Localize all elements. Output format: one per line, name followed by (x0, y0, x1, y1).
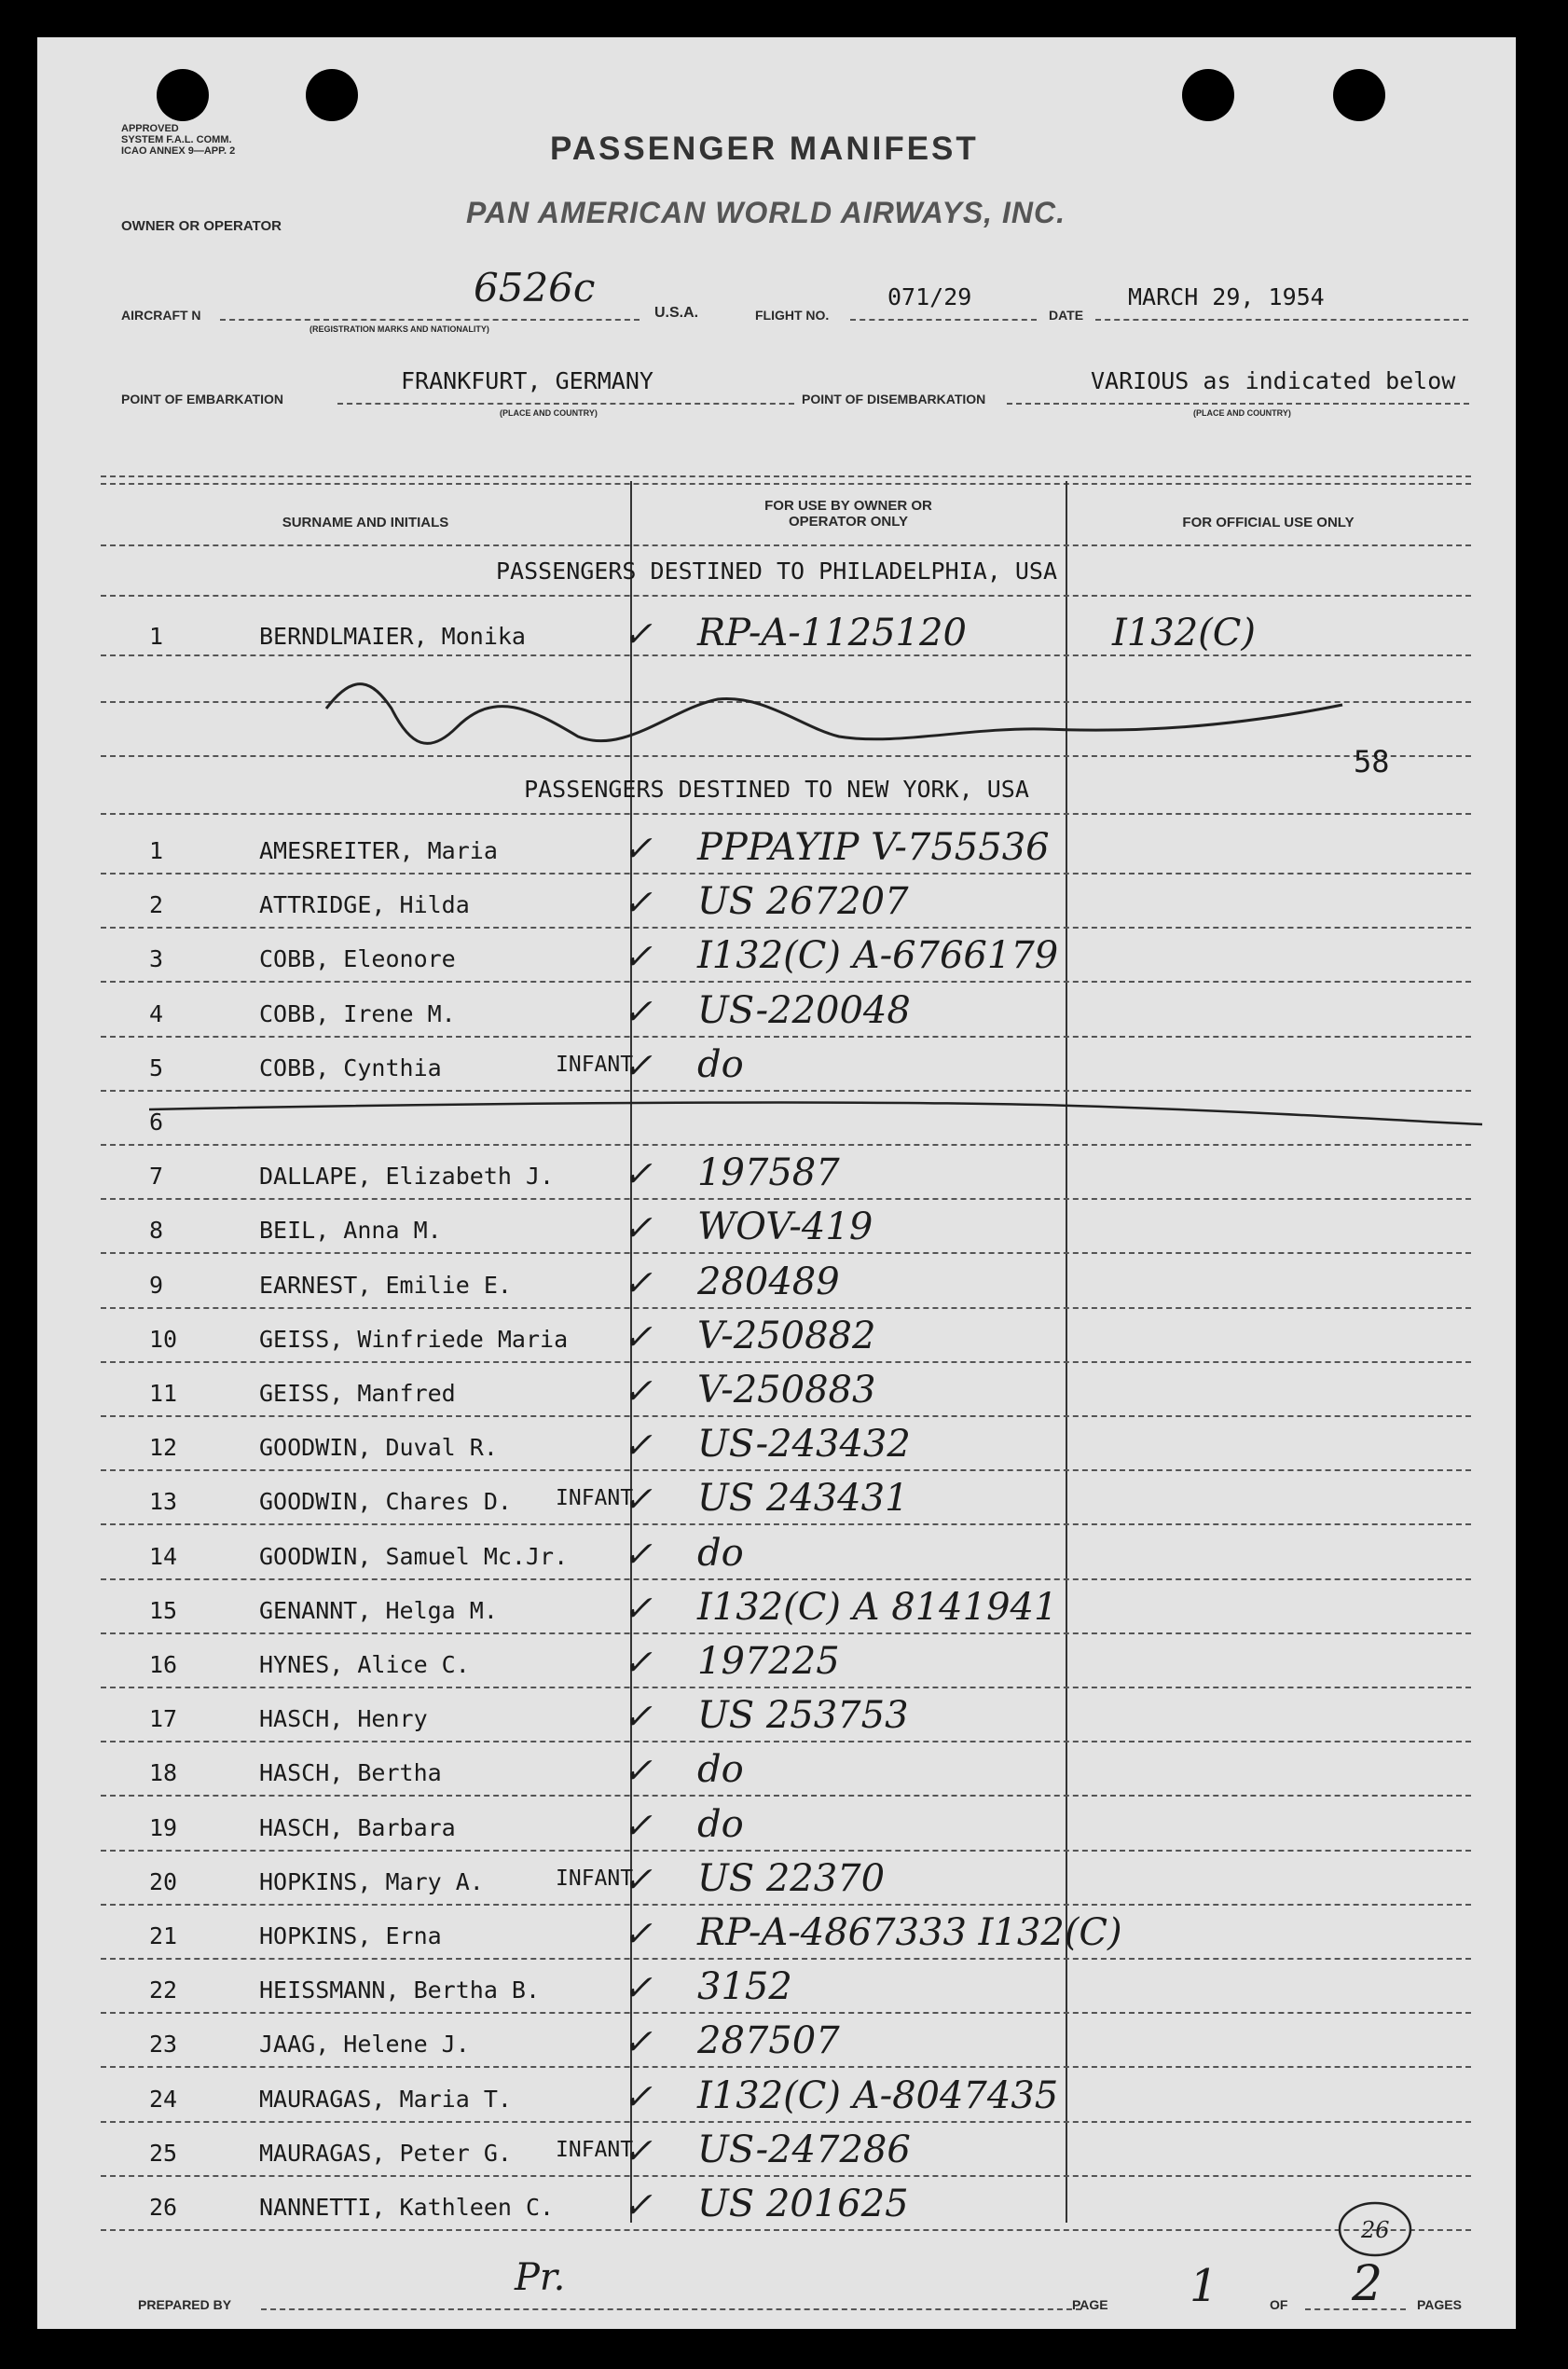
row-number: 21 (149, 1922, 178, 1949)
row-rule (101, 1523, 1471, 1525)
row-rule (101, 2012, 1471, 2014)
margin-note: 58 (1354, 744, 1390, 779)
aircraft-underline (220, 319, 640, 321)
table-row (101, 1640, 1471, 1683)
check-mark: ✓ (623, 2021, 653, 2063)
row-number: 12 (149, 1434, 178, 1462)
punch-hole (1182, 69, 1234, 121)
table-row (101, 1205, 1471, 1249)
table-row (101, 1477, 1471, 1521)
document-number: do (697, 1748, 744, 1792)
table-row (101, 1151, 1471, 1195)
check-mark: ✓ (623, 1370, 653, 1412)
flight-value: 071/29 (887, 283, 972, 310)
row-number: 14 (149, 1542, 178, 1570)
row-number: 17 (149, 1705, 178, 1733)
approval-line: APPROVED (121, 123, 179, 134)
of-label: OF (1270, 2297, 1288, 2312)
row-rule (101, 654, 1471, 656)
document-number: V-250882 (697, 1314, 876, 1357)
table-top-rule (101, 475, 1471, 485)
approval-line: ICAO ANNEX 9—APP. 2 (121, 145, 236, 157)
row-rule (101, 1687, 1471, 1688)
table-row (101, 1314, 1471, 1357)
row-number: 9 (149, 1271, 164, 1299)
passenger-name: GENANNT, Helga M. (259, 1596, 498, 1624)
table-row (101, 1748, 1471, 1792)
row-rule (101, 1252, 1471, 1254)
row-number: 8 (149, 1217, 164, 1245)
document-number: PPPAYIP V-755536 (697, 826, 1050, 869)
table-row (101, 2073, 1471, 2117)
row-rule (101, 1036, 1471, 1038)
check-mark: ✓ (623, 882, 653, 924)
check-mark: ✓ (623, 1153, 653, 1195)
passenger-name: COBB, Eleonore (259, 945, 456, 973)
row-rule (101, 1578, 1471, 1580)
check-mark: ✓ (623, 1913, 653, 1954)
check-mark: ✓ (623, 1967, 653, 2009)
row-rule (101, 1632, 1471, 1634)
disembark-value: VARIOUS as indicated below (1091, 367, 1456, 394)
check-mark: ✓ (623, 2075, 653, 2117)
passenger-name: HEISSMANN, Bertha B. (259, 1976, 541, 2004)
document-number: I132(C) A-6766179 (697, 934, 1059, 978)
table-row (101, 1802, 1471, 1846)
pages-value: 2 (1352, 2256, 1383, 2312)
circled-note-text: 26 (1361, 2217, 1390, 2243)
passenger-name: HASCH, Barbara (259, 1813, 456, 1841)
check-mark: ✓ (623, 1858, 653, 1900)
passenger-name: HYNES, Alice C. (259, 1651, 470, 1678)
row-rule (101, 1090, 1471, 1092)
disembark-label: POINT OF DISEMBARKATION (802, 392, 986, 406)
date-label: DATE (1049, 308, 1084, 323)
check-mark: ✓ (623, 1696, 653, 1738)
usa-label: U.S.A. (654, 305, 699, 321)
row-rule (101, 2066, 1471, 2068)
row-rule (101, 1958, 1471, 1960)
row-number: 2 (149, 891, 164, 919)
document-number: US-247286 (697, 2128, 911, 2171)
table-row (101, 988, 1471, 1032)
table-row (101, 1042, 1471, 1086)
table-row (101, 1423, 1471, 1467)
document-number: V-250883 (697, 1369, 876, 1412)
page-value: 1 (1190, 2260, 1218, 2312)
infant-flag: INFANT (556, 1486, 634, 1511)
row-number: 3 (149, 945, 164, 973)
row-rule (101, 2175, 1471, 2177)
disembark-underline (1007, 403, 1469, 405)
row-number: 23 (149, 2031, 178, 2059)
passenger-name: JAAG, Helene J. (259, 2031, 470, 2059)
check-mark: ✓ (623, 828, 653, 869)
embark-underline (337, 403, 794, 405)
document-number: 197225 (697, 1640, 840, 1683)
document-number: US-220048 (697, 988, 911, 1032)
table-row (101, 2128, 1471, 2171)
passenger-name: MAURAGAS, Maria T. (259, 2085, 512, 2113)
prepared-underline (261, 2308, 1081, 2310)
document-number: 280489 (697, 1260, 840, 1303)
document-number: WOV-419 (697, 1205, 873, 1249)
passenger-name: HOPKINS, Erna (259, 1922, 442, 1949)
row-rule (101, 1795, 1471, 1797)
table-row (101, 1694, 1471, 1738)
passenger-name: BEIL, Anna M. (259, 1217, 442, 1245)
approval-stamp (121, 123, 235, 157)
row-number: 6 (149, 1109, 164, 1136)
row-rule (101, 1850, 1471, 1852)
row-number: 10 (149, 1325, 178, 1353)
date-value: MARCH 29, 1954 (1128, 283, 1325, 310)
passenger-name: HOPKINS, Mary A. (259, 1867, 484, 1895)
document-number: RP-A-1125120 (697, 612, 967, 654)
punch-hole (1333, 69, 1385, 121)
table-row (101, 1369, 1471, 1412)
circled-note (1333, 2197, 1417, 2262)
document-number: 3152 (697, 1965, 792, 2009)
operator-name: PAN AMERICAN WORLD AIRWAYS, INC. (466, 196, 1066, 229)
row-rule (101, 1361, 1471, 1363)
strike-line (140, 1100, 1501, 1137)
row-number: 22 (149, 1976, 178, 2004)
check-mark: ✓ (623, 613, 653, 654)
row-rule (101, 1741, 1471, 1742)
row-rule (101, 1415, 1471, 1417)
row-number: 1 (149, 623, 164, 650)
check-mark: ✓ (623, 1261, 653, 1303)
passenger-name: COBB, Cynthia (259, 1054, 442, 1081)
section-heading-new-york: PASSENGERS DESTINED TO NEW YORK, USA (524, 776, 1029, 803)
table-row (101, 880, 1471, 924)
embark-caption: (PLACE AND COUNTRY) (500, 408, 598, 418)
row-number: 4 (149, 999, 164, 1027)
table-row (101, 2019, 1471, 2063)
table-row (101, 826, 1471, 869)
row-number: 16 (149, 1651, 178, 1678)
column-header-official: FOR OFFICIAL USE ONLY (1182, 515, 1355, 530)
passenger-name: GEISS, Winfriede Maria (259, 1325, 569, 1353)
check-mark: ✓ (623, 1587, 653, 1629)
flight-underline (850, 319, 1037, 321)
disembark-caption: (PLACE AND COUNTRY) (1193, 408, 1291, 418)
row-rule (101, 981, 1471, 983)
document-number: do (697, 1802, 744, 1846)
document-number: I132(C) A 8141941 (697, 1585, 1058, 1629)
row-rule (101, 927, 1471, 929)
check-mark: ✓ (623, 1315, 653, 1357)
row-number: 1 (149, 837, 164, 864)
check-mark: ✓ (623, 1804, 653, 1846)
approval-line: SYSTEM F.A.L. COMM. (121, 134, 232, 145)
document-number: 197587 (697, 1151, 840, 1195)
table-row (101, 934, 1471, 978)
page-title: PASSENGER MANIFEST (550, 131, 979, 167)
row-number: 11 (149, 1380, 178, 1407)
table-row (101, 1911, 1471, 1954)
pages-label: PAGES (1417, 2297, 1462, 2312)
punch-hole (306, 69, 358, 121)
punch-hole (157, 69, 209, 121)
row-number: 19 (149, 1813, 178, 1841)
document-number: US 267207 (697, 880, 909, 924)
passenger-name: GOODWIN, Samuel Mc.Jr. (259, 1542, 569, 1570)
check-mark: ✓ (623, 1750, 653, 1792)
check-mark: ✓ (623, 2184, 653, 2225)
row-number: 5 (149, 1054, 164, 1081)
owner-label: OWNER OR OPERATOR (121, 218, 282, 234)
document-number: 287507 (697, 2019, 840, 2063)
passenger-name: COBB, Irene M. (259, 999, 456, 1027)
row-rule (101, 755, 1471, 757)
date-underline (1095, 319, 1468, 321)
row-rule (101, 813, 1471, 815)
flight-label: FLIGHT NO. (755, 308, 830, 323)
table-row (101, 1965, 1471, 2009)
table-row (101, 612, 1471, 654)
embark-label: POINT OF EMBARKATION (121, 392, 283, 406)
row-number: 18 (149, 1759, 178, 1787)
aircraft-value: 6526c (474, 265, 596, 310)
check-mark: ✓ (623, 990, 653, 1032)
cancel-scribble (317, 671, 1361, 774)
passenger-name: GOODWIN, Duval R. (259, 1434, 498, 1462)
infant-flag: INFANT (556, 2137, 634, 2162)
table-row (101, 1260, 1471, 1303)
passenger-name: ATTRIDGE, Hilda (259, 891, 470, 919)
infant-flag: INFANT (556, 1866, 634, 1891)
embark-value: FRANKFURT, GERMANY (401, 367, 653, 394)
passenger-name: MAURAGAS, Peter G. (259, 2139, 512, 2167)
row-number: 13 (149, 1488, 178, 1516)
row-rule (101, 1469, 1471, 1471)
row-rule (101, 2229, 1471, 2231)
document-number: US 253753 (697, 1694, 909, 1738)
check-mark: ✓ (623, 936, 653, 978)
passenger-name: HASCH, Henry (259, 1705, 428, 1733)
check-mark: ✓ (623, 1642, 653, 1683)
official-note: I132(C) (1112, 612, 1256, 654)
aircraft-label: AIRCRAFT N (121, 308, 201, 323)
passenger-name: NANNETTI, Kathleen C. (259, 2194, 555, 2221)
document-number: do (697, 1531, 744, 1575)
document-number: I132(C) A-8047435 (697, 2073, 1059, 2117)
row-rule (101, 1307, 1471, 1309)
table-row (101, 1856, 1471, 1900)
header-rule (101, 544, 1471, 546)
table-row (101, 2183, 1471, 2225)
row-number: 25 (149, 2139, 178, 2167)
passenger-name: DALLAPE, Elizabeth J. (259, 1163, 555, 1191)
document-number: US-243432 (697, 1423, 911, 1467)
table-row (101, 1531, 1471, 1575)
page-label: PAGE (1072, 2297, 1108, 2312)
row-number: 15 (149, 1596, 178, 1624)
infant-flag: INFANT (556, 1052, 634, 1077)
row-number: 20 (149, 1867, 178, 1895)
passenger-name: BERNDLMAIER, Monika (259, 623, 526, 650)
passenger-name: HASCH, Bertha (259, 1759, 442, 1787)
column-header-owner-use: FOR USE BY OWNER OR OPERATOR ONLY (764, 498, 932, 530)
row-rule (101, 595, 1471, 597)
check-mark: ✓ (623, 2129, 653, 2171)
check-mark: ✓ (623, 1207, 653, 1249)
passenger-name: EARNEST, Emilie E. (259, 1271, 512, 1299)
document-number: US 201625 (697, 2183, 909, 2225)
passenger-name: AMESREITER, Maria (259, 837, 498, 864)
row-rule (101, 1198, 1471, 1200)
row-number: 26 (149, 2194, 178, 2221)
row-number: 7 (149, 1163, 164, 1191)
row-number: 24 (149, 2085, 178, 2113)
document-number: RP-A-4867333 I132(C) (697, 1911, 1122, 1954)
row-rule (101, 1904, 1471, 1906)
check-mark: ✓ (623, 1425, 653, 1467)
table-row (101, 1585, 1471, 1629)
row-rule (101, 1144, 1471, 1146)
row-rule (101, 2121, 1471, 2123)
document-number: do (697, 1042, 744, 1086)
manifest-sheet (37, 37, 1516, 2329)
document-number: US 22370 (697, 1856, 886, 1900)
section-heading-philadelphia: PASSENGERS DESTINED TO PHILADELPHIA, USA (495, 558, 1058, 585)
passenger-name: GOODWIN, Chares D. (259, 1488, 512, 1516)
registration-caption: (REGISTRATION MARKS AND NATIONALITY) (309, 324, 489, 334)
check-mark: ✓ (623, 1044, 653, 1086)
check-mark: ✓ (623, 1479, 653, 1521)
row-rule (101, 873, 1471, 875)
column-header-surname: SURNAME AND INITIALS (282, 515, 449, 530)
passenger-name: GEISS, Manfred (259, 1380, 456, 1407)
prepared-label: PREPARED BY (138, 2297, 232, 2312)
document-number: US 243431 (697, 1477, 909, 1521)
prepared-value: Pr. (515, 2256, 566, 2299)
check-mark: ✓ (623, 1533, 653, 1575)
